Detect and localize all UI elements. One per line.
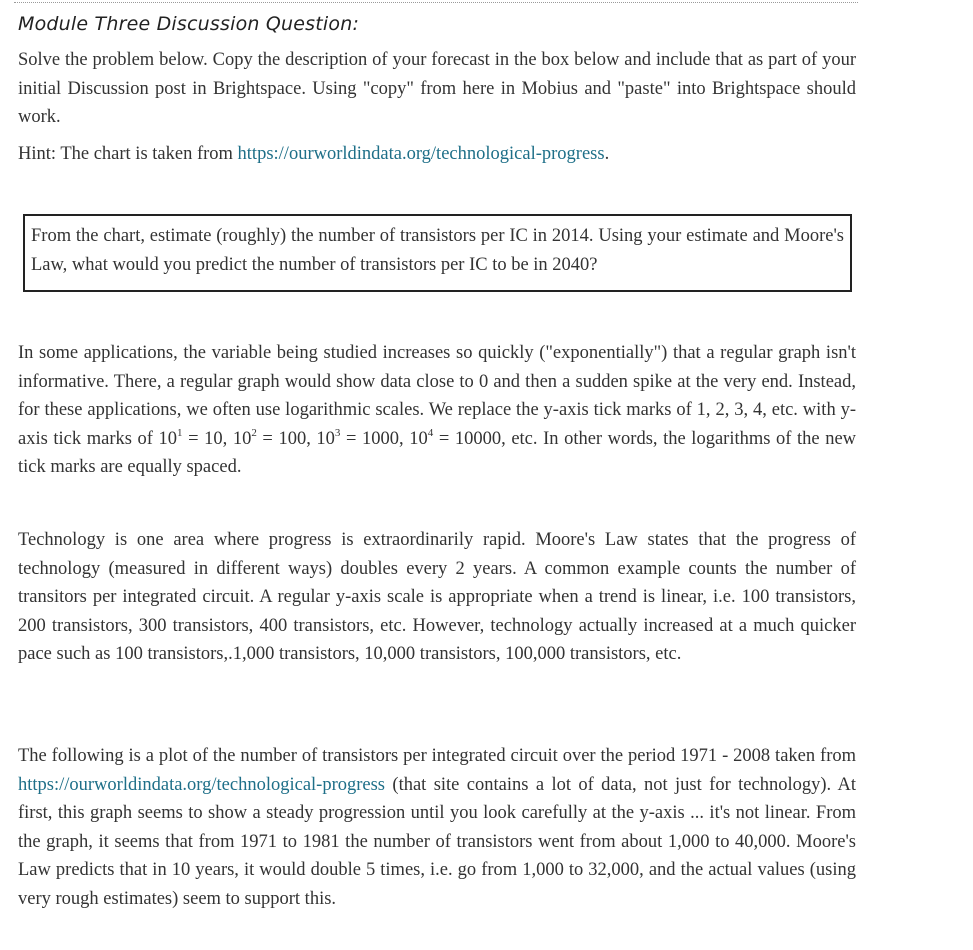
log-text-3: = 100, 10 (256, 428, 335, 449)
top-divider (14, 2, 858, 3)
hint-prefix: Hint: The chart is taken from (18, 144, 238, 164)
technology-paragraph: Technology is one area where progress is extraordinarily rapid. Moore's Law states that the progress of technology (measured in different ways) doubles every 2 years. A common example counts the number of transitors per integrated circuit. A regular y-axis scale is appropriate when a trend is linear, i.e. 100 transistors, 200 transistors, 300 transistors, 400 transistors, etc. However, technology actually increased at a much quicker pace such as 100 transistors,.1,000 transistors, 10,000 transistors, 100,000 transistors, etc. (18, 530, 856, 665)
plot-suffix: (that site contains a lot of data, not just for technology). At first, this graph seems to show a steady progression until you look carefully at the y-axis ... it's not linear. From the graph, it seems that from 1971 to 1981 the number of transistors went from about 1,000 to 40,000. Moore's Law predicts that in 10 years, it would double 5 times, i.e. go from 1,000 to 32,000, and the actual values (using very rough estimates) seem to support this. (18, 774, 856, 909)
plot-prefix: The following is a plot of the number of transistors per integrated circuit over the period 1971 - 2008 taken from (18, 746, 856, 766)
log-text-4: = 1000, 10 (340, 428, 428, 449)
exponent-1: 1 (177, 426, 183, 439)
plot-paragraph (18, 742, 856, 914)
question-text: From the chart, estimate (roughly) the number of transistors per IC in 2014. Using your estimate and Moore's Law, what would you predict the number of transistors per IC to be in 2040? (31, 226, 844, 275)
exponent-4: 4 (427, 426, 434, 439)
plot-link[interactable]: https://ourworldindata.org/technological-progress (18, 774, 386, 795)
log-scale-paragraph (18, 339, 856, 482)
hint-paragraph (18, 140, 856, 169)
log-text-2: = 10, 10 (182, 428, 252, 449)
log-text-1: In some applications, the variable being studied increases so quickly ("exponentially") that a regular graph isn't informative. There, a regular graph would show data close to 0 and then a sudden spike at the very end. Instead, for these applications, we often use logarithmic scales. We replace the y-axis tick marks of 1, 2, 3, 4, etc. with y-axis tick marks of 10 (18, 343, 856, 449)
intro-paragraph: Solve the problem below. Copy the description of your forecast in the box below and include that as part of your initial Discussion post in Brightspace. Using "copy" from here in Mobius and "paste" into Brightspace should work. (18, 50, 856, 128)
hint-link[interactable]: https://ourworldindata.org/technological-progress (237, 144, 605, 164)
question-box (23, 214, 852, 292)
page-title: Module Three Discussion Question: (18, 13, 360, 35)
hint-suffix: . (604, 144, 610, 164)
log-text-5: = 10000, etc. In other words, the logarithms of the new tick marks are equally spaced. (18, 428, 857, 478)
exponent-2: 2 (251, 426, 257, 439)
exponent-3: 3 (334, 426, 341, 439)
